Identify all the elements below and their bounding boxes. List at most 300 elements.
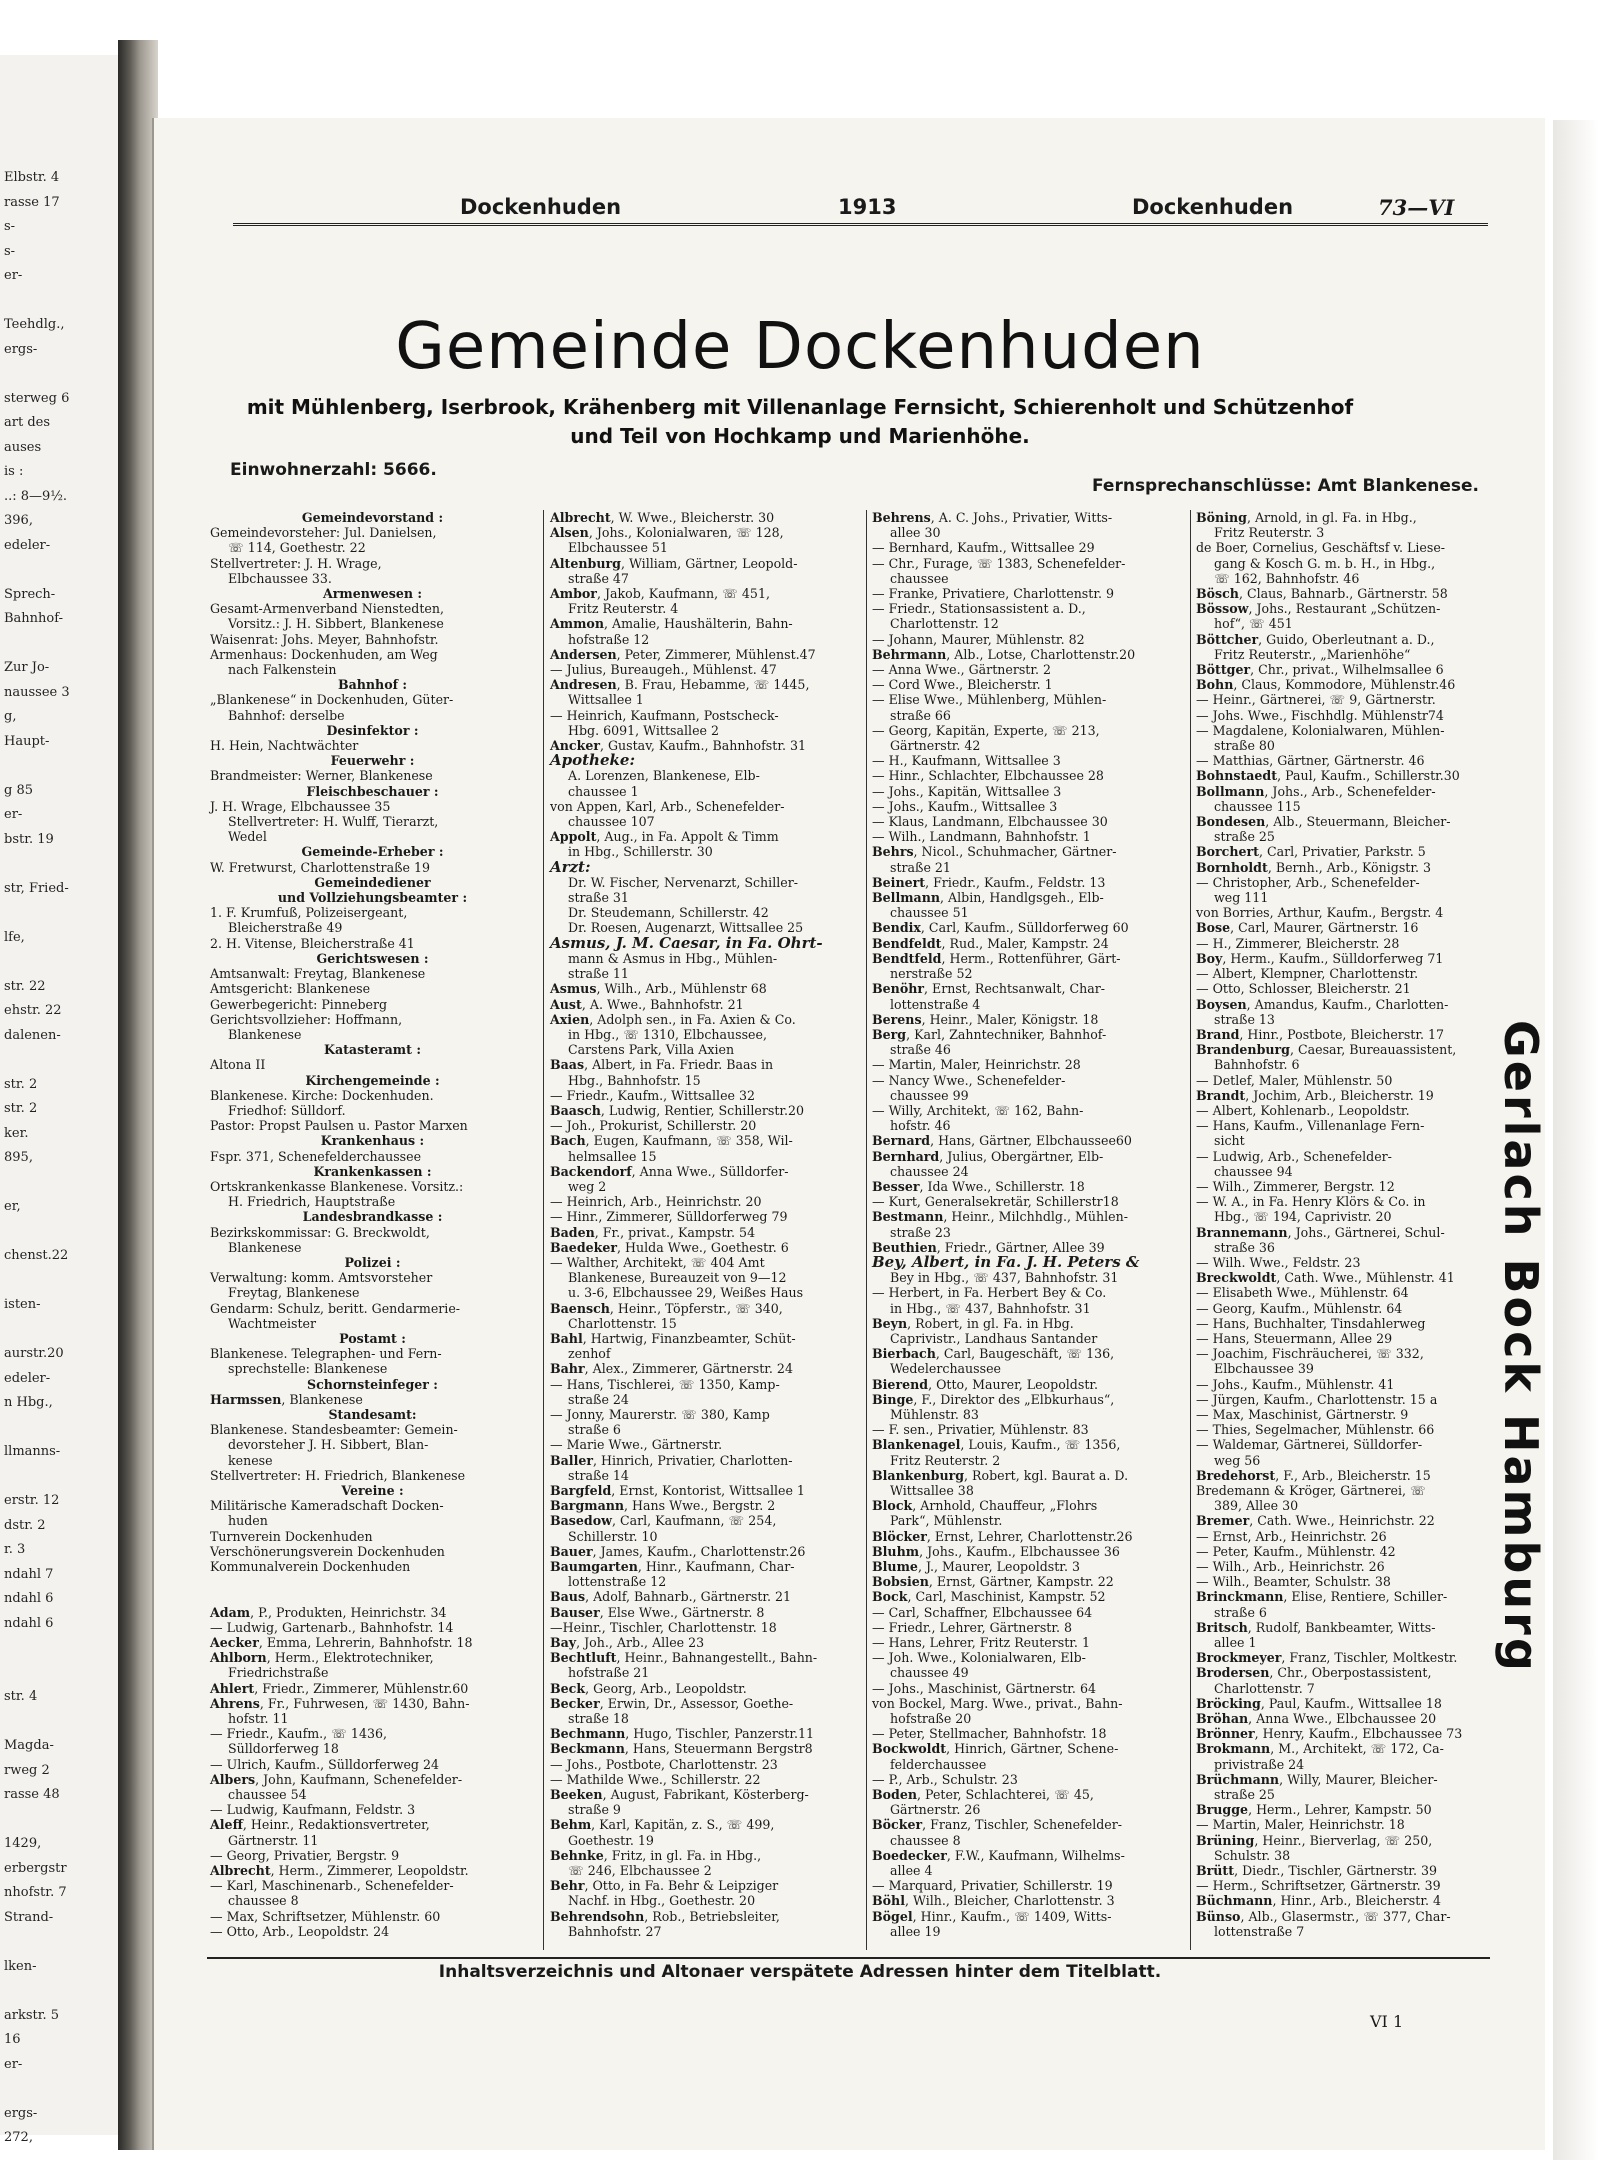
header-right: Dockenhuden — [1132, 195, 1294, 219]
directory-entry-line: Turnverein Dockenhuden — [210, 1528, 373, 1544]
directory-entry-line: Ahlert, Friedr., Zimmerer, Mühlenstr.60 — [210, 1680, 469, 1696]
directory-entry-line: Blankenese — [228, 1239, 302, 1255]
directory-entry-line: — Nancy Wwe., Schenefelder- — [872, 1072, 1066, 1088]
directory-entry-line: Breckwoldt, Cath. Wwe., Mühlenstr. 41 — [1196, 1270, 1455, 1286]
directory-entry-line: straße 6 — [568, 1422, 621, 1438]
directory-entry-line: Becker, Erwin, Dr., Assessor, Goethe- — [550, 1695, 794, 1711]
left-page-fragment: str. 4 — [4, 1689, 38, 1704]
directory-entry-line: Arzt: — [550, 857, 591, 876]
directory-entry-line: Fritz Reuterstr. 3 — [1214, 525, 1325, 541]
directory-entry-line: straße 25 — [1214, 829, 1275, 845]
left-page-fragment: Teehdlg., — [4, 317, 65, 332]
directory-entry-line: Stellvertreter: J. H. Wrage, — [210, 555, 382, 571]
section-heading: Armenwesen : — [322, 586, 423, 602]
directory-entry-line: — Willy, Architekt, ☏ 162, Bahn- — [872, 1102, 1084, 1118]
directory-entry-line: Brüning, Heinr., Bierverlag, ☏ 250, — [1196, 1832, 1433, 1848]
directory-entry-line: — Johs. Wwe., Fischhdlg. Mühlenstr74 — [1196, 707, 1444, 723]
directory-entry-line: — Friedr., Kaufm., ☏ 1436, — [210, 1726, 387, 1742]
directory-entry-line: Gesamt-Armenverband Nienstedten, — [210, 601, 444, 617]
directory-entry-line: — Joh. Wwe., Kolonialwaren, Elb- — [872, 1650, 1086, 1666]
section-heading: Desinfektor : — [326, 722, 419, 738]
section-heading: Schornsteinfeger : — [307, 1376, 438, 1392]
left-page-fragment: rasse 17 — [4, 194, 60, 210]
directory-entry-line: — Heinr., Gärtnerei, ☏ 9, Gärtnerstr. — [1196, 692, 1436, 708]
directory-entry-line: — Friedr., Lehrer, Gärtnerstr. 8 — [872, 1619, 1072, 1635]
page-title: Gemeinde Dockenhuden — [395, 310, 1205, 384]
directory-entry-line: — Peter, Stellmacher, Bahnhofstr. 18 — [872, 1726, 1107, 1742]
left-page-fragment: edeler- — [4, 1370, 51, 1386]
directory-entry-line: Bendtfeld, Herm., Rottenführer, Gärt- — [872, 950, 1121, 966]
left-page-fragment: lken- — [4, 1958, 37, 1974]
section-heading: Standesamt: — [328, 1406, 417, 1422]
directory-entry-line: — Hans, Tischlerei, ☏ 1350, Kamp- — [550, 1376, 780, 1392]
section-heading: Feuerwehr : — [330, 753, 415, 769]
left-page-fragment: ..: 8—9½. — [4, 488, 68, 504]
left-page-fragment: str, Fried- — [4, 880, 69, 896]
directory-entry-line: de Boer, Cornelius, Geschäftsf v. Liese- — [1196, 540, 1446, 556]
directory-entry-line: — Johs., Kaufm., Wittsallee 3 — [872, 798, 1058, 814]
directory-entry-line: Bose, Carl, Maurer, Gärtnerstr. 16 — [1196, 920, 1419, 936]
directory-entry-line: Bollmann, Johs., Arb., Schenefelder- — [1196, 783, 1436, 799]
left-page-fragment: g, — [4, 709, 17, 724]
directory-entry-line: Verwaltung: komm. Amtsvorsteher — [210, 1270, 433, 1286]
directory-entry-line: Bornholdt, Bernh., Arb., Königstr. 3 — [1196, 859, 1431, 875]
directory-entry-line: Beeken, August, Fabrikant, Kösterberg- — [550, 1787, 809, 1803]
directory-entry-line: zenhof — [568, 1346, 611, 1362]
directory-entry-line: Blankenagel, Louis, Kaufm., ☏ 1356, — [872, 1437, 1121, 1453]
directory-entry-line: Ahrens, Fr., Fuhrwesen, ☏ 1430, Bahn- — [210, 1695, 470, 1711]
directory-entry-line: straße 21 — [890, 859, 951, 875]
directory-entry-line: mann & Asmus in Hbg., Mühlen- — [568, 950, 778, 966]
directory-entry-line: von Borries, Arthur, Kaufm., Bergstr. 4 — [1196, 905, 1444, 921]
directory-entry-line: Baden, Fr., privat., Kampstr. 54 — [550, 1224, 756, 1240]
left-page-fragment: sterweg 6 — [4, 390, 70, 406]
directory-entry-line: Elbchaussee 51 — [568, 540, 668, 556]
directory-entry-line: Vorsitz.: J. H. Sibbert, Blankenese — [228, 616, 444, 632]
directory-entry-line: Bohn, Claus, Kommodore, Mühlenstr.46 — [1196, 677, 1456, 693]
directory-entry-line: Alsen, Johs., Kolonialwaren, ☏ 128, — [550, 525, 784, 541]
header-left: Dockenhuden — [460, 195, 622, 219]
directory-entry-line: Amtsgericht: Blankenese — [210, 981, 371, 997]
directory-entry-line: — Marquard, Privatier, Schillerstr. 19 — [872, 1878, 1113, 1894]
subtitle-line-1: mit Mühlenberg, Iserbrook, Krähenberg mit Villenanlage Fernsicht, Schierenholt und Schützenhof — [246, 395, 1354, 419]
left-page-fragment: naussee 3 — [4, 684, 70, 700]
directory-entry-line: — Otto, Arb., Leopoldstr. 24 — [210, 1923, 390, 1939]
directory-entry-line: Brüchmann, Willy, Maurer, Bleicher- — [1196, 1771, 1438, 1787]
directory-entry-line: in Hbg., Schillerstr. 30 — [568, 844, 713, 860]
directory-entry-line: allee 4 — [890, 1863, 933, 1879]
directory-entry-line: Behm, Karl, Kapitän, z. S., ☏ 499, — [550, 1817, 775, 1833]
directory-entry-line: Britsch, Rudolf, Bankbeamter, Witts- — [1196, 1619, 1436, 1635]
left-page-fragment: ndahl 7 — [4, 1566, 54, 1582]
directory-entry-line: Andersen, Peter, Zimmerer, Mühlenst.47 — [550, 646, 816, 662]
directory-entry-line: Stellvertreter: H. Wulff, Tierarzt, — [228, 814, 439, 830]
section-heading: und Vollziehungsbeamter : — [277, 890, 468, 906]
directory-entry-line: Aecker, Emma, Lehrerin, Bahnhofstr. 18 — [210, 1635, 473, 1651]
directory-entry-line: Appolt, Aug., in Fa. Appolt & Timm — [550, 829, 779, 845]
section-heading: Postamt : — [339, 1330, 406, 1346]
directory-entry-line: straße 24 — [568, 1391, 629, 1407]
left-page-fragment: dalenen- — [4, 1027, 61, 1043]
directory-entry-line: Albrecht, Herm., Zimmerer, Leopoldstr. — [210, 1863, 469, 1879]
directory-entry-line: — Georg, Kapitän, Experte, ☏ 213, — [872, 722, 1100, 738]
section-heading: Landesbrandkasse : — [302, 1209, 443, 1225]
directory-entry-line: — Ludwig, Arb., Schenefelder- — [1196, 1148, 1392, 1164]
directory-entry-line: Aust, A. Wwe., Bahnhofstr. 21 — [550, 996, 744, 1012]
directory-entry-line: lottenstraße 7 — [1214, 1923, 1305, 1939]
directory-entry-line: Ancker, Gustav, Kaufm., Bahnhofstr. 31 — [550, 738, 806, 754]
directory-entry-line: straße 13 — [1214, 1011, 1275, 1027]
directory-entry-line: hofstraße 20 — [890, 1711, 972, 1727]
directory-columns — [210, 510, 1490, 1950]
directory-entry-line: Bröcking, Paul, Kaufm., Wittsallee 18 — [1196, 1695, 1442, 1711]
directory-entry-line: — Peter, Kaufm., Mühlenstr. 42 — [1196, 1543, 1396, 1559]
directory-entry-line: — Max, Maschinist, Gärtnerstr. 9 — [1196, 1406, 1409, 1422]
left-page-fragment: Sprech- — [4, 586, 56, 602]
directory-entry-line: Brandenburg, Caesar, Bureauassistent, — [1196, 1042, 1457, 1058]
left-page-fragment: nhofstr. 7 — [4, 1885, 67, 1900]
header-page-number: 73—VI — [1378, 195, 1455, 220]
directory-entry-line: 2. H. Vitense, Bleicherstraße 41 — [210, 935, 415, 951]
directory-entry-line: Militärische Kameradschaft Docken- — [210, 1498, 444, 1514]
directory-entry-line: kenese — [228, 1452, 273, 1468]
directory-entry-line: Bierbach, Carl, Baugeschäft, ☏ 136, — [872, 1346, 1115, 1362]
directory-entry-line: 389, Allee 30 — [1214, 1498, 1299, 1514]
left-page-fragment: chenst.22 — [4, 1248, 69, 1263]
directory-entry-line: — F. sen., Privatier, Mühlenstr. 83 — [872, 1422, 1089, 1438]
section-heading: Vereine : — [341, 1483, 404, 1498]
left-page-fragment: Magda- — [4, 1738, 54, 1753]
directory-entry-line: Charlottenstr. 12 — [890, 616, 999, 632]
directory-entry-line: Axien, Adolph sen., in Fa. Axien & Co. — [550, 1011, 796, 1027]
directory-entry-line: — Jonny, Maurerstr. ☏ 380, Kamp — [550, 1406, 770, 1422]
directory-entry-line: Bezirkskommissar: G. Breckwoldt, — [210, 1224, 430, 1240]
directory-entry-line: — Ulrich, Kaufm., Sülldorferweg 24 — [210, 1756, 440, 1772]
left-page-fragment: s- — [4, 219, 16, 234]
directory-entry-line: Brand, Hinr., Postbote, Bleicherstr. 17 — [1196, 1026, 1445, 1042]
directory-entry-line: Bendfeldt, Rud., Maler, Kampstr. 24 — [872, 935, 1109, 951]
directory-entry-line: 1. F. Krumfuß, Polizeisergeant, — [210, 905, 408, 921]
directory-entry-line: — Johs., Kapitän, Wittsallee 3 — [872, 783, 1062, 799]
directory-entry-line: — Jürgen, Kaufm., Charlottenstr. 15 a — [1196, 1391, 1438, 1407]
directory-entry-line: Behrens, A. C. Johs., Privatier, Witts- — [872, 510, 1113, 525]
directory-entry-line: — Thies, Segelmacher, Mühlenstr. 66 — [1196, 1422, 1435, 1438]
directory-entry-line: — Hans, Steuermann, Allee 29 — [1196, 1330, 1393, 1346]
left-page-fragment: 1429, — [4, 1836, 42, 1851]
directory-entry-line: Bauser, Else Wwe., Gärtnerstr. 8 — [550, 1604, 765, 1620]
directory-entry-line: Hbg. 6091, Wittsallee 2 — [568, 722, 719, 738]
directory-entry-line: Block, Arnhold, Chauffeur, „Flohrs — [872, 1498, 1098, 1514]
directory-entry-line: Bredehorst, F., Arb., Bleicherstr. 15 — [1196, 1467, 1431, 1483]
directory-entry-line: — Hans, Buchhalter, Tinsdahlerweg — [1196, 1315, 1426, 1331]
directory-entry-line: Bondesen, Alb., Steuermann, Bleicher- — [1196, 814, 1451, 830]
directory-entry-line: straße 47 — [568, 570, 629, 586]
directory-entry-line: Bierend, Otto, Maurer, Leopoldstr. — [872, 1376, 1099, 1392]
section-heading: Krankenhaus : — [320, 1133, 425, 1149]
directory-entry-line: Gärtnerstr. 26 — [890, 1802, 981, 1818]
directory-entry-line: Böttger, Chr., privat., Wilhelmsallee 6 — [1196, 662, 1444, 678]
section-heading: Katasteramt : — [324, 1042, 421, 1058]
directory-entry-line: Bernard, Hans, Gärtner, Elbchaussee60 — [872, 1133, 1132, 1149]
directory-entry-line: gang & Kosch G. m. b. H., in Hbg., — [1214, 555, 1436, 571]
directory-entry-line: straße 18 — [568, 1711, 629, 1727]
left-page-fragment: ndahl 6 — [4, 1591, 54, 1606]
directory-entry-line: Böcker, Franz, Tischler, Schenefelder- — [872, 1817, 1123, 1833]
directory-entry-line: J. H. Wrage, Elbchaussee 35 — [210, 798, 391, 814]
directory-entry-line: Bock, Carl, Maschinist, Kampstr. 52 — [872, 1589, 1106, 1605]
left-page-fragment: str. 2 — [4, 1076, 38, 1092]
directory-entry-line: Bey, Albert, in Fa. J. H. Peters & — [872, 1252, 1140, 1271]
directory-entry-line: Charlottenstr. 7 — [1214, 1680, 1315, 1696]
directory-entry-line: Bobsien, Ernst, Gärtner, Kampstr. 22 — [872, 1574, 1114, 1590]
directory-entry-line: — Elisabeth Wwe., Mühlenstr. 64 — [1196, 1285, 1409, 1301]
directory-entry-line: — Hans, Lehrer, Fritz Reuterstr. 1 — [872, 1635, 1090, 1651]
directory-entry-line: Stellvertreter: H. Friedrich, Blankenese — [210, 1467, 466, 1483]
directory-entry-line: Behrendsohn, Rob., Betriebsleiter, — [550, 1908, 780, 1924]
directory-entry-line: Bey in Hbg., ☏ 437, Bahnhofstr. 31 — [890, 1270, 1119, 1286]
directory-column-2 — [550, 510, 860, 1950]
side-vertical-text: Gerlach Bock Hamburg — [1494, 1020, 1548, 1674]
directory-entry-line: in Hbg., ☏ 1310, Elbchaussee, — [568, 1026, 767, 1042]
directory-entry-line: Elbchaussee 39 — [1214, 1361, 1314, 1377]
directory-entry-line: — Matthias, Gärtner, Gärtnerstr. 46 — [1196, 753, 1425, 769]
directory-entry-line: H. Friedrich, Hauptstraße — [228, 1194, 396, 1210]
header-rule — [233, 223, 1488, 226]
directory-entry-line: Wittsallee 38 — [890, 1483, 974, 1498]
section-heading: Kirchengemeinde : — [305, 1072, 440, 1088]
directory-entry-line: — Hinr., Schlachter, Elbchaussee 28 — [872, 768, 1104, 784]
directory-entry-line: Nachf. in Hbg., Goethestr. 20 — [568, 1893, 756, 1909]
directory-entry-line: Gewerbegericht: Pinneberg — [210, 996, 388, 1012]
directory-entry-line: Ambor, Jakob, Kaufmann, ☏ 451, — [550, 586, 770, 602]
left-page-fragment: ndahl 6 — [4, 1615, 54, 1631]
directory-entry-line: Bremer, Cath. Wwe., Heinrichstr. 22 — [1196, 1513, 1435, 1529]
directory-entry-line: — Georg, Kaufm., Mühlenstr. 64 — [1196, 1300, 1403, 1316]
directory-entry-line: hof“, ☏ 451 — [1214, 616, 1293, 632]
directory-entry-line: u. 3-6, Elbchaussee 29, Weißes Haus — [568, 1285, 804, 1301]
directory-entry-line: — Martin, Maler, Heinrichstr. 28 — [872, 1057, 1081, 1073]
directory-entry-line: Dr. W. Fischer, Nervenarzt, Schiller- — [568, 874, 798, 890]
left-page-fragment: Haupt- — [4, 733, 50, 749]
header-year: 1913 — [838, 195, 897, 219]
directory-entry-line: — W. A., in Fa. Henry Klörs & Co. in — [1196, 1194, 1426, 1210]
directory-entry-line: Boden, Peter, Schlachterei, ☏ 45, — [872, 1787, 1094, 1803]
directory-entry-line: Bahnhofstr. 27 — [568, 1923, 662, 1939]
directory-entry-line: weg 2 — [568, 1178, 607, 1194]
directory-entry-line: Brinckmann, Elise, Rentiere, Schiller- — [1196, 1589, 1448, 1605]
left-page-fragment: isten- — [4, 1297, 41, 1312]
page-signature: VI 1 — [1370, 2012, 1404, 2031]
left-page-fragment: Bahnhof- — [4, 611, 63, 626]
directory-entry-line: chaussee 1 — [568, 783, 639, 799]
directory-entry-line: Bleicherstraße 49 — [228, 920, 343, 936]
directory-entry-line: — Walther, Architekt, ☏ 404 Amt — [550, 1254, 765, 1270]
subtitle-line-2: und Teil von Hochkamp und Marienhöhe. — [570, 424, 1030, 448]
directory-entry-line: — Julius, Bureaugeh., Mühlenst. 47 — [550, 662, 777, 678]
left-page-fragment: lfe, — [4, 929, 25, 945]
directory-entry-line: A. Lorenzen, Blankenese, Elb- — [568, 768, 760, 784]
directory-entry-line: Blume, J., Maurer, Leopoldstr. 3 — [872, 1559, 1080, 1575]
directory-entry-line: Gendarm: Schulz, beritt. Gendarmerie- — [210, 1300, 461, 1316]
directory-entry-line: — Ludwig, Gartenarb., Bahnhofstr. 14 — [210, 1619, 454, 1635]
section-heading: Fleischbeschauer : — [306, 783, 439, 799]
directory-entry-line: Bockwoldt, Hinrich, Gärtner, Schene- — [872, 1741, 1119, 1757]
directory-entry-line: — Kurt, Generalsekretär, Schillerstr18 — [872, 1194, 1119, 1210]
directory-entry-line: Dr. Roesen, Augenarzt, Wittsallee 25 — [568, 920, 804, 936]
directory-entry-line: Bluhm, Johs., Kaufm., Elbchaussee 36 — [872, 1543, 1120, 1559]
directory-entry-line: Baasch, Ludwig, Rentier, Schillerstr.20 — [550, 1102, 805, 1118]
directory-entry-line: Ahlborn, Herm., Elektrotechniker, — [210, 1650, 434, 1666]
directory-column-1 — [210, 510, 535, 1950]
directory-entry-line: Beuthien, Friedr., Gärtner, Allee 39 — [872, 1239, 1105, 1255]
directory-entry-line: Amtsanwalt: Freytag, Blankenese — [210, 966, 426, 982]
directory-entry-line: chaussee 49 — [890, 1665, 969, 1681]
directory-entry-line: Elbchaussee 33. — [228, 570, 332, 586]
left-page-fragment: dstr. 2 — [4, 1517, 46, 1533]
directory-entry-line: — H., Zimmerer, Bleicherstr. 28 — [1196, 935, 1400, 951]
directory-entry-line: Ammon, Amalie, Haushälterin, Bahn- — [550, 616, 793, 632]
directory-entry-line: huden — [228, 1513, 268, 1529]
directory-entry-line: Verschönerungsverein Dockenhuden — [210, 1543, 445, 1559]
left-page-fragment: edeler- — [4, 537, 51, 553]
directory-entry-line: Schillerstr. 10 — [568, 1528, 658, 1544]
directory-entry-line: hofstr. 46 — [890, 1118, 951, 1134]
directory-entry-line: Dr. Steudemann, Schillerstr. 42 — [568, 905, 769, 921]
directory-entry-line: Baus, Adolf, Bahnarb., Gärtnerstr. 21 — [550, 1589, 792, 1605]
directory-entry-line: Asmus, J. M. Caesar, in Fa. Ohrt- — [550, 933, 823, 952]
directory-entry-line: Blankenese. Telegraphen- und Fern- — [210, 1346, 442, 1362]
directory-entry-line: nach Falkenstein — [228, 662, 337, 678]
directory-entry-line: — Heinrich, Arb., Heinrichstr. 20 — [550, 1194, 762, 1210]
directory-entry-line: Aleff, Heinr., Redaktionsvertreter, — [210, 1817, 430, 1833]
directory-entry-line: Bössow, Johs., Restaurant „Schützen- — [1196, 601, 1441, 617]
directory-entry-line: Ortskrankenkasse Blankenese. Vorsitz.: — [210, 1178, 464, 1194]
directory-entry-line: Bredemann & Kröger, Gärtnerei, ☏ — [1196, 1483, 1426, 1498]
directory-entry-line: devorsteher J. H. Sibbert, Blan- — [228, 1437, 429, 1453]
left-page-fragment: Elbstr. 4 — [4, 170, 60, 185]
directory-entry-line: Blankenese — [228, 1026, 302, 1042]
left-page-fragment: str. 2 — [4, 1101, 38, 1116]
section-heading: Bahnhof : — [337, 677, 408, 693]
directory-entry-line: — Magdalene, Kolonialwaren, Mühlen- — [1196, 722, 1445, 738]
directory-entry-line: Wedel — [228, 829, 267, 845]
column-divider — [543, 510, 544, 1950]
directory-entry-line: Borchert, Carl, Privatier, Parkstr. 5 — [1196, 844, 1426, 860]
left-page-fragment: ergs- — [4, 2105, 38, 2121]
section-heading: Krankenkassen : — [313, 1163, 432, 1179]
directory-entry-line: Harmssen, Blankenese — [210, 1391, 363, 1407]
directory-entry-line: chaussee 51 — [890, 905, 969, 921]
directory-entry-line: Pastor: Propst Paulsen u. Pastor Marxen — [210, 1118, 468, 1134]
directory-entry-line: Bernhard, Julius, Obergärtner, Elb- — [872, 1148, 1104, 1164]
directory-column-3 — [872, 510, 1184, 1950]
directory-entry-line: hofstraße 21 — [568, 1665, 650, 1681]
directory-entry-line: straße 31 — [568, 890, 629, 906]
directory-entry-line: — Hinr., Zimmerer, Sülldorferweg 79 — [550, 1209, 788, 1225]
directory-entry-line: Beyn, Robert, in gl. Fa. in Hbg. — [872, 1315, 1074, 1331]
directory-entry-line: — Johann, Maurer, Mühlenstr. 82 — [872, 631, 1085, 647]
directory-entry-line: ☏ 162, Bahnhofstr. 46 — [1214, 570, 1360, 586]
directory-entry-line: Backendorf, Anna Wwe., Sülldorfer- — [550, 1163, 789, 1179]
left-page-fragment: llmanns- — [4, 1444, 61, 1459]
directory-entry-line: — Bernhard, Kaufm., Wittsallee 29 — [872, 540, 1095, 556]
population-count: Einwohnerzahl: 5666. — [230, 460, 437, 480]
directory-entry-line: Besser, Ida Wwe., Schillerstr. 18 — [872, 1178, 1085, 1194]
directory-entry-line: Baller, Hinrich, Privatier, Charlotten- — [550, 1452, 793, 1468]
directory-entry-line: weg 56 — [1214, 1452, 1261, 1468]
directory-entry-line: Bahl, Hartwig, Finanzbeamter, Schüt- — [550, 1330, 796, 1346]
left-page-fragment: 396, — [4, 513, 33, 528]
directory-entry-line: Böttcher, Guido, Oberleutnant a. D., — [1196, 631, 1435, 647]
directory-entry-line: Blankenese. Kirche: Dockenhuden. — [210, 1087, 434, 1103]
directory-entry-line: Berg, Karl, Zahntechniker, Bahnhof- — [872, 1026, 1107, 1042]
directory-entry-line: Gemeindevorsteher: Jul. Danielsen, — [210, 525, 437, 541]
directory-entry-line: Böhl, Wilh., Bleicher, Charlottenstr. 3 — [872, 1893, 1115, 1909]
directory-entry-line: straße 11 — [568, 966, 629, 982]
footer-note: Inhaltsverzeichnis und Altonaer verspätete Adressen hinter dem Titelblatt. — [438, 1962, 1162, 1982]
left-page-fragment: ehstr. 22 — [4, 1003, 62, 1018]
left-page-fragment: 895, — [4, 1150, 33, 1165]
left-page-fragment: erstr. 12 — [4, 1493, 60, 1508]
directory-entry-line: Albers, John, Kaufmann, Schenefelder- — [210, 1771, 463, 1787]
directory-entry-line: Bahnhofstr. 6 — [1214, 1057, 1300, 1073]
directory-entry-line: Baas, Albert, in Fa. Friedr. Baas in — [550, 1057, 774, 1073]
left-page-fragment: arkstr. 5 — [4, 2007, 60, 2023]
left-page-fragment: auses — [4, 439, 42, 455]
directory-entry-line: Armenhaus: Dockenhuden, am Weg — [210, 646, 438, 662]
directory-entry-line: Bach, Eugen, Kaufmann, ☏ 358, Wil- — [550, 1133, 793, 1149]
directory-entry-line: — Albert, Kohlenarb., Leopoldstr. — [1196, 1102, 1410, 1118]
bottom-rule — [207, 1957, 1490, 1959]
directory-entry-line: W. Fretwurst, Charlottenstraße 19 — [210, 859, 430, 875]
directory-entry-line: Altona II — [210, 1057, 266, 1073]
directory-entry-line: straße 14 — [568, 1467, 629, 1483]
directory-entry-line: Baumgarten, Hinr., Kaufmann, Char- — [550, 1559, 795, 1575]
column-divider — [1190, 510, 1191, 1950]
directory-entry-line: — Franke, Privatiere, Charlottenstr. 9 — [872, 586, 1114, 602]
directory-entry-line: Brockmeyer, Franz, Tischler, Moltkestr. — [1196, 1650, 1458, 1666]
directory-entry-line: Albrecht, W. Wwe., Bleicherstr. 30 — [550, 510, 775, 525]
directory-entry-line: — Wilh., Arb., Heinrichstr. 26 — [1196, 1559, 1385, 1575]
left-page-fragment: art des — [4, 415, 51, 430]
directory-entry-line: Sülldorferweg 18 — [228, 1741, 339, 1757]
directory-entry-line: Bellmann, Albin, Handlgsgeh., Elb- — [872, 890, 1104, 906]
section-heading: Gemeinde-Erheber : — [301, 844, 444, 860]
directory-entry-line: — Herm., Schriftsetzer, Gärtnerstr. 39 — [1196, 1878, 1441, 1894]
directory-entry-line — [210, 1589, 535, 1604]
directory-entry-line: Kommunalverein Dockenhuden — [210, 1559, 411, 1575]
directory-entry-line: allee 30 — [890, 525, 941, 541]
left-page-fragment: Zur Jo- — [4, 660, 50, 675]
directory-entry-line: — Johs., Kaufm., Mühlenstr. 41 — [1196, 1376, 1395, 1392]
directory-entry-line: Mühlenstr. 83 — [890, 1406, 979, 1422]
directory-entry-line: Park“, Mühlenstr. — [890, 1513, 1003, 1529]
directory-entry-line: Brütt, Diedr., Tischler, Gärtnerstr. 39 — [1196, 1863, 1437, 1879]
directory-entry-line: Brandt, Jochim, Arb., Bleicherstr. 19 — [1196, 1087, 1434, 1103]
directory-entry-line: straße 9 — [568, 1802, 621, 1818]
directory-entry-line: — Friedr., Kaufm., Wittsallee 32 — [550, 1087, 756, 1103]
directory-entry-line: Caprivistr., Landhaus Santander — [890, 1330, 1098, 1346]
directory-entry-line: Schulstr. 38 — [1214, 1847, 1291, 1863]
directory-entry-line: Basedow, Carl, Kaufmann, ☏ 254, — [550, 1513, 777, 1529]
directory-entry-line: Bögel, Hinr., Kaufm., ☏ 1409, Witts- — [872, 1908, 1112, 1924]
directory-entry-line: Behrs, Nicol., Schuhmacher, Gärtner- — [872, 844, 1117, 860]
directory-entry-line: Friedhof: Sülldorf. — [228, 1102, 346, 1118]
directory-entry-line: Waisenrat: Johs. Meyer, Bahnhofstr. — [210, 631, 439, 647]
directory-entry-line: Baensch, Heinr., Töpferstr., ☏ 340, — [550, 1300, 783, 1316]
directory-entry-line: Bay, Joh., Arb., Allee 23 — [550, 1635, 705, 1651]
directory-entry-line: allee 1 — [1214, 1635, 1257, 1651]
